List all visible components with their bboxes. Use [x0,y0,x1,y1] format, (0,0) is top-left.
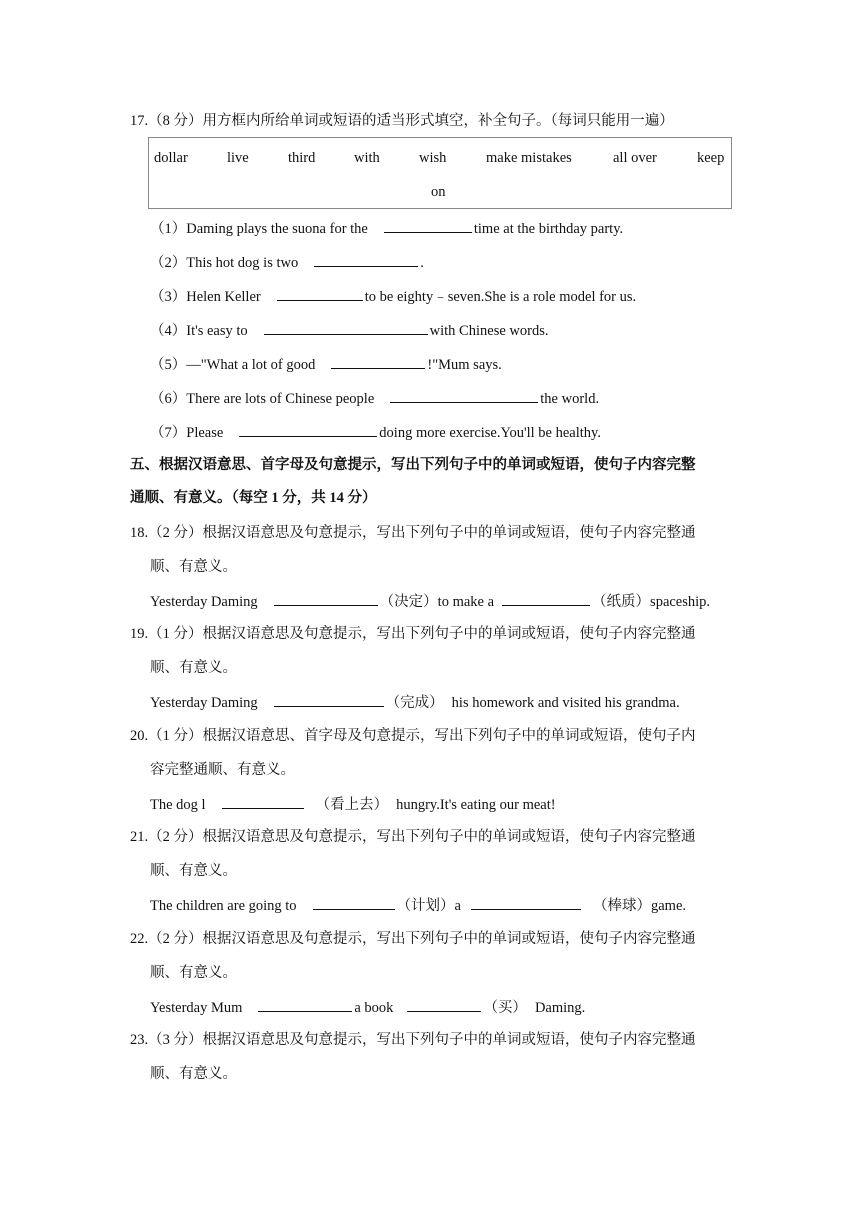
word-box-item: third [288,150,316,166]
word-box-item: dollar [154,150,188,166]
section-heading: 五、根据汉语意思、首字母及句意提示，写出下列句子中的单词或短语，使句子内容完整 [130,457,696,473]
q18-header: 18.（2 分）根据汉语意思及句意提示，写出下列句子中的单词或短语，使句子内容完整通 [130,525,696,541]
word-box-item: make mistakes [486,150,572,166]
answer-blank[interactable] [502,591,590,606]
answer-blank[interactable] [239,422,377,437]
q21-sentence: The children are going to （计划）a （棒球）game. [150,895,686,916]
q22-header-cont: 顺、有意义。 [150,965,237,981]
q20-header-cont: 容完整通顺、有意义。 [150,762,295,778]
word-box-item: all over [613,150,657,166]
q23-header: 23.（3 分）根据汉语意思及句意提示，写出下列句子中的单词或短语，使句子内容完整通 [130,1032,696,1048]
q17-item-1: （1）Daming plays the suona for the time at the birthday party. [150,218,623,239]
q17-header: 17.（8 分）用方框内所给单词或短语的适当形式填空，补全句子。（每词只能用一遍） [130,113,674,129]
q17-item-7: （7）Please doing more exercise.You'll be healthy. [150,422,601,443]
answer-blank[interactable] [264,320,428,335]
q19-header: 19.（1 分）根据汉语意思及句意提示，写出下列句子中的单词或短语，使句子内容完整通 [130,626,696,642]
q21-header: 21.（2 分）根据汉语意思及句意提示，写出下列句子中的单词或短语，使句子内容完整通 [130,829,696,845]
q18-header-cont: 顺、有意义。 [150,559,237,575]
answer-blank[interactable] [274,591,378,606]
q17-item-2: （2）This hot dog is two . [150,252,424,273]
word-box-item: live [227,150,249,166]
answer-blank[interactable] [407,997,481,1012]
q19-sentence: Yesterday Daming （完成） his homework and visited his grandma. [150,692,680,713]
answer-blank[interactable] [222,794,304,809]
q17-item-6: （6）There are lots of Chinese people the world. [150,388,599,409]
q18-sentence: Yesterday Daming （决定）to make a （纸质）spaceship. [150,591,710,612]
q22-header: 22.（2 分）根据汉语意思及句意提示，写出下列句子中的单词或短语，使句子内容完整通 [130,931,696,947]
answer-blank[interactable] [274,692,384,707]
word-box-item: wish [419,150,447,166]
answer-blank[interactable] [471,895,581,910]
answer-blank[interactable] [258,997,352,1012]
q17-item-5: （5）—"What a lot of good !"Mum says. [150,354,502,375]
answer-blank[interactable] [331,354,425,369]
answer-blank[interactable] [313,895,395,910]
q17-item-4: （4）It's easy to with Chinese words. [150,320,548,341]
word-box [148,137,732,209]
word-box-item: keep [697,150,725,166]
answer-blank[interactable] [277,286,363,301]
q19-header-cont: 顺、有意义。 [150,660,237,676]
q23-header-cont: 顺、有意义。 [150,1066,237,1082]
word-box-item: with [354,150,380,166]
answer-blank[interactable] [384,218,472,233]
q20-header: 20.（1 分）根据汉语意思、首字母及句意提示，写出下列句子中的单词或短语，使句子内 [130,728,696,744]
section-heading-cont: 通顺、有意义。（每空 1 分，共 14 分） [130,490,377,506]
q17-item-3: （3）Helen Keller to be eighty﹣seven.She is a role model for us. [150,286,636,307]
q21-header-cont: 顺、有意义。 [150,863,237,879]
q22-sentence: Yesterday Mum a book （买） Daming. [150,997,585,1018]
answer-blank[interactable] [390,388,538,403]
answer-blank[interactable] [314,252,418,267]
q20-sentence: The dog l （看上去） hungry.It's eating our meat! [150,794,556,815]
word-box-item: on [431,184,446,200]
